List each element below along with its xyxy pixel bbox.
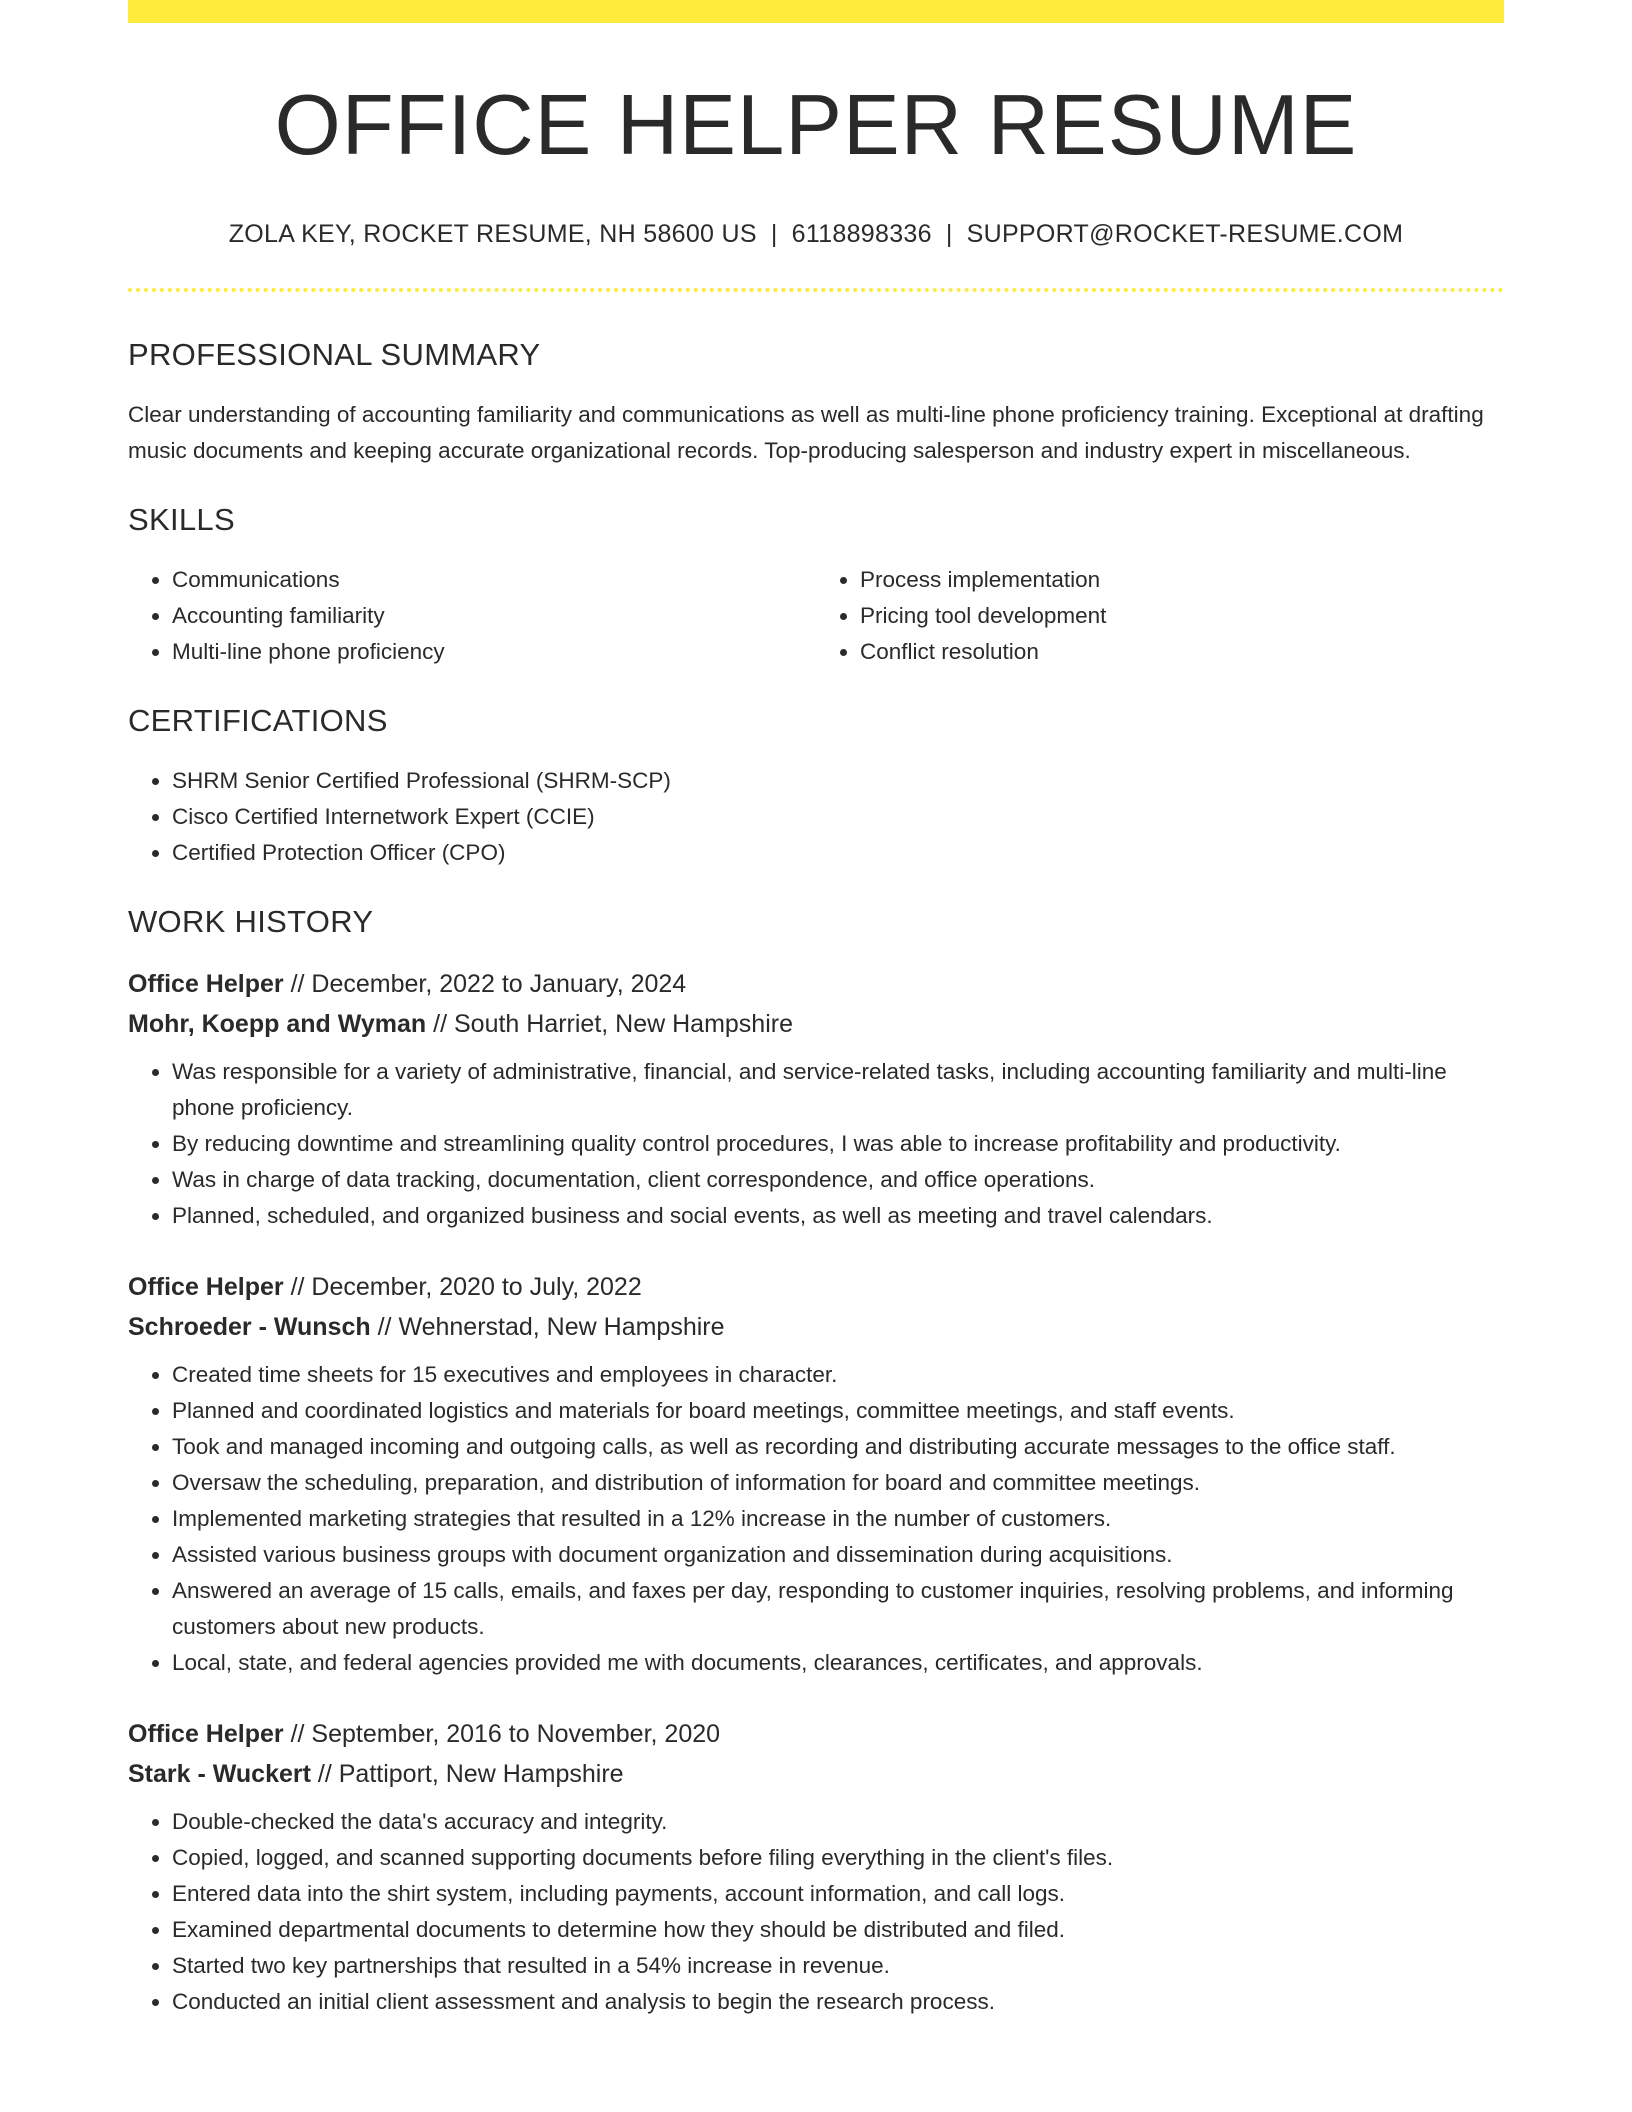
- job-title-line: [128, 1267, 1504, 1307]
- work-history-heading: WORK HISTORY: [128, 904, 374, 940]
- job-dates: September, 2016 to November, 2020: [311, 1720, 721, 1749]
- skills-list-left: [128, 562, 816, 670]
- skills-section: [128, 502, 1504, 670]
- job-bullet: • Local, state, and federal agencies provided me with documents, clearances, certificates, and approvals.: [172, 1645, 1504, 1681]
- job-bullet: • Oversaw the scheduling, preparation, and distribution of information for board and committee meetings.: [172, 1465, 1504, 1501]
- job-bullets: [128, 1357, 1504, 1681]
- work-history-section: [128, 904, 1504, 2020]
- certification-item: • Cisco Certified Internetwork Expert (CCIE): [172, 799, 1504, 835]
- job-company: Stark - Wuckert: [128, 1760, 311, 1789]
- contact-separator: |: [945, 220, 953, 249]
- certifications-list: [128, 763, 1504, 871]
- job-separator: //: [377, 1313, 392, 1342]
- job-bullet: • Implemented marketing strategies that resulted in a 12% increase in the number of customers.: [172, 1501, 1504, 1537]
- job-title: Office Helper: [128, 1720, 284, 1749]
- job-bullet: • Started two key partnerships that resulted in a 54% increase in revenue.: [172, 1948, 1504, 1984]
- job-title: Office Helper: [128, 1273, 284, 1302]
- job-bullet: • Conducted an initial client assessment and analysis to begin the research process.: [172, 1984, 1504, 2020]
- job-company-line: [128, 1004, 1504, 1044]
- job-separator: //: [317, 1760, 332, 1789]
- job-location: Wehnerstad, New Hampshire: [398, 1313, 725, 1342]
- job-company: Mohr, Koepp and Wyman: [128, 1010, 427, 1039]
- skill-item: • Pricing tool development: [860, 598, 1504, 634]
- job-dates: December, 2022 to January, 2024: [311, 970, 687, 999]
- contact-address: ZOLA KEY, ROCKET RESUME, NH 58600 US: [228, 220, 757, 249]
- job-separator: //: [290, 970, 305, 999]
- job-bullet: • Entered data into the shirt system, including payments, account information, and call logs.: [172, 1876, 1504, 1912]
- skills-grid: [128, 562, 1504, 670]
- summary-section: [128, 337, 1504, 469]
- job-bullet: • Created time sheets for 15 executives and employees in character.: [172, 1357, 1504, 1393]
- job-entry: [128, 964, 1504, 1234]
- job-bullet: • Double-checked the data's accuracy and integrity.: [172, 1804, 1504, 1840]
- job-bullet: • By reducing downtime and streamlining quality control procedures, I was able to increase profitability and productivity.: [172, 1126, 1504, 1162]
- job-location: South Harriet, New Hampshire: [453, 1010, 793, 1039]
- summary-heading: PROFESSIONAL SUMMARY: [128, 337, 541, 373]
- job-bullet: • Copied, logged, and scanned supporting documents before filing everything in the client's files.: [172, 1840, 1504, 1876]
- skill-item: • Process implementation: [860, 562, 1504, 598]
- skills-heading: SKILLS: [128, 502, 235, 538]
- job-bullet: • Planned, scheduled, and organized business and social events, as well as meeting and travel calendars.: [172, 1198, 1504, 1234]
- job-title-line: [128, 1714, 1504, 1754]
- dotted-divider: [128, 288, 1504, 292]
- job-location: Pattiport, New Hampshire: [338, 1760, 624, 1789]
- skill-item: • Conflict resolution: [860, 634, 1504, 670]
- job-bullet: • Answered an average of 15 calls, emails, and faxes per day, responding to customer inquiries, resolving problems, and informing customers about new products.: [172, 1573, 1504, 1645]
- contact-email: SUPPORT@ROCKET-RESUME.COM: [966, 220, 1404, 249]
- job-bullet: • Was responsible for a variety of administrative, financial, and service-related tasks, including accounting familiarity and multi-line phone proficiency.: [172, 1054, 1504, 1126]
- job-bullet: • Took and managed incoming and outgoing calls, as well as recording and distributing accurate messages to the office staff.: [172, 1429, 1504, 1465]
- job-company-line: [128, 1754, 1504, 1794]
- certifications-heading: CERTIFICATIONS: [128, 703, 388, 739]
- resume-page: [128, 0, 1504, 2020]
- job-separator: //: [290, 1720, 305, 1749]
- job-title-line: [128, 964, 1504, 1004]
- job-entry: [128, 1714, 1504, 2020]
- job-separator: //: [433, 1010, 448, 1039]
- job-company-line: [128, 1307, 1504, 1347]
- contact-line: [128, 220, 1504, 249]
- resume-title: OFFICE HELPER RESUME: [274, 78, 1358, 173]
- job-bullet: • Was in charge of data tracking, documentation, client correspondence, and office operations.: [172, 1162, 1504, 1198]
- skill-item: • Multi-line phone proficiency: [172, 634, 816, 670]
- job-bullets: [128, 1804, 1504, 2020]
- job-bullet: • Assisted various business groups with document organization and dissemination during acquisitions.: [172, 1537, 1504, 1573]
- contact-separator: |: [770, 220, 778, 249]
- job-dates: December, 2020 to July, 2022: [311, 1273, 642, 1302]
- job-company: Schroeder - Wunsch: [128, 1313, 371, 1342]
- summary-text: Clear understanding of accounting familiarity and communications as well as multi-line phone proficiency training. Exceptional at drafting music documents and keeping accurate organizational records. Top-producing salesperson and industry expert in miscellaneous.: [128, 402, 1484, 464]
- job-bullet: • Planned and coordinated logistics and materials for board meetings, committee meetings, and staff events.: [172, 1393, 1504, 1429]
- certification-item: • Certified Protection Officer (CPO): [172, 835, 1504, 871]
- skills-list-right: [816, 562, 1504, 670]
- job-separator: //: [290, 1273, 305, 1302]
- contact-phone: 6118898336: [791, 220, 932, 249]
- job-entry: [128, 1267, 1504, 1681]
- job-bullet: • Examined departmental documents to determine how they should be distributed and filed.: [172, 1912, 1504, 1948]
- job-title: Office Helper: [128, 970, 284, 999]
- certifications-section: [128, 703, 1504, 871]
- certification-item: • SHRM Senior Certified Professional (SHRM-SCP): [172, 763, 1504, 799]
- skill-item: • Communications: [172, 562, 816, 598]
- accent-top-bar: [128, 0, 1504, 23]
- skill-item: • Accounting familiarity: [172, 598, 816, 634]
- job-bullets: [128, 1054, 1504, 1234]
